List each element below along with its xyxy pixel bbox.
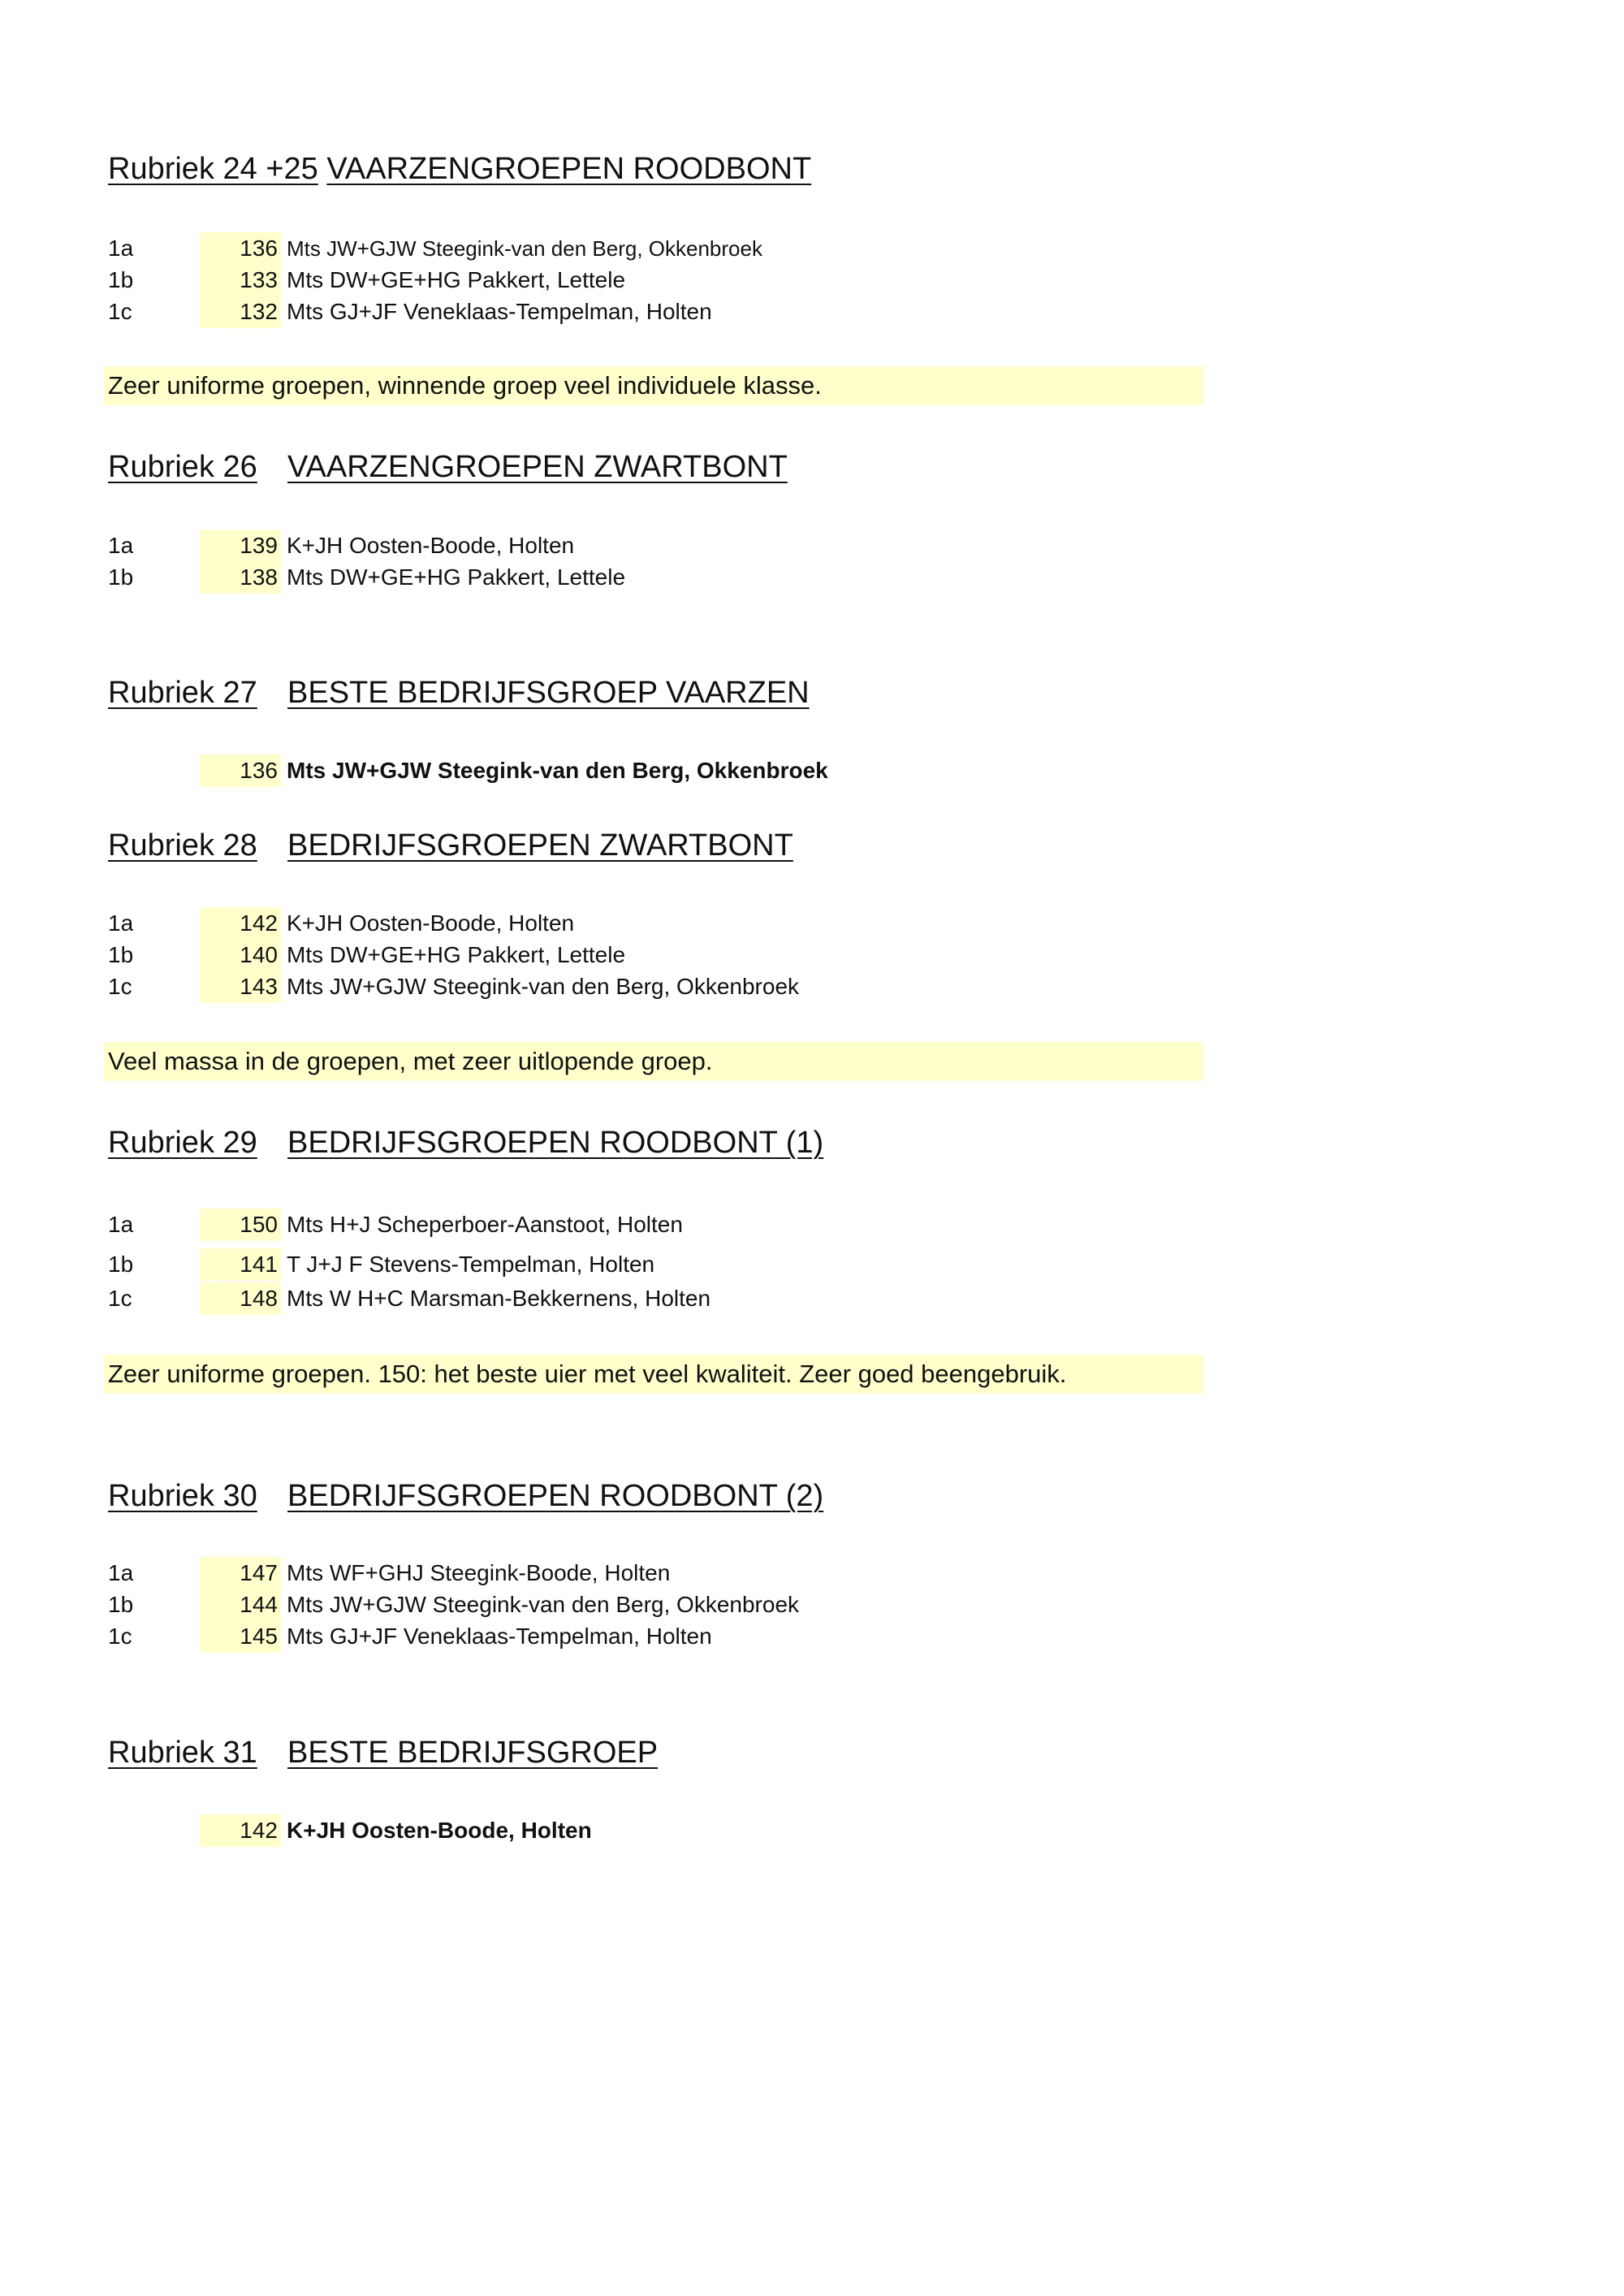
section-number: Rubriek 29 xyxy=(108,1126,257,1160)
result-row xyxy=(0,296,1137,328)
result-entrant: T J+J F Stevens-Tempelman, Holten xyxy=(287,1252,655,1277)
section-heading xyxy=(108,448,788,486)
section-heading xyxy=(108,149,811,188)
result-entrant: Mts JW+GJW Steegink-van den Berg, Okkenbroek xyxy=(287,1592,800,1617)
section-name: BESTE BEDRIJFSGROEP VAARZEN xyxy=(287,676,810,710)
section-number: Rubriek 30 xyxy=(108,1479,257,1513)
result-place: 1a xyxy=(108,236,134,261)
result-row xyxy=(0,1557,1137,1589)
result-entrant: Mts GJ+JF Veneklaas-Tempelman, Holten xyxy=(287,299,712,324)
result-score: 142 xyxy=(200,1814,281,1847)
result-score: 133 xyxy=(200,264,281,296)
result-row xyxy=(0,530,1137,562)
result-score: 142 xyxy=(200,907,281,940)
result-row xyxy=(0,907,1137,940)
result-score: 136 xyxy=(200,232,281,265)
section-name: BESTE BEDRIJFSGROEP xyxy=(287,1736,659,1770)
result-entrant: Mts DW+GE+HG Pakkert, Lettele xyxy=(287,942,626,967)
section-heading xyxy=(108,1123,824,1162)
result-score: 140 xyxy=(200,939,281,971)
section-number: Rubriek 28 xyxy=(108,828,257,863)
result-entrant: K+JH Oosten-Boode, Holten xyxy=(287,910,575,936)
result-score: 148 xyxy=(200,1282,281,1315)
judge-comment: Veel massa in de groepen, met zeer uitlopende groep. xyxy=(104,1042,1203,1081)
result-row xyxy=(0,1814,1137,1847)
section-heading xyxy=(108,673,810,712)
result-place: 1c xyxy=(108,1286,132,1311)
result-entrant: Mts GJ+JF Veneklaas-Tempelman, Holten xyxy=(287,1624,712,1649)
result-row xyxy=(0,1209,1137,1241)
judge-comment: Zeer uniforme groepen. 150: het beste uier met veel kwaliteit. Zeer goed beengebruik. xyxy=(104,1355,1203,1394)
result-place: 1a xyxy=(108,1212,134,1237)
result-entrant: Mts JW+GJW Steegink-van den Berg, Okkenbroek xyxy=(287,758,828,783)
result-place: 1b xyxy=(108,564,134,590)
result-entrant: Mts W H+C Marsman-Bekkernens, Holten xyxy=(287,1286,711,1311)
result-place: 1c xyxy=(108,1624,132,1649)
result-row xyxy=(0,264,1137,296)
result-place: 1a xyxy=(108,1560,134,1585)
result-score: 141 xyxy=(200,1248,281,1281)
section-number: Rubriek 26 xyxy=(108,450,257,484)
section-name: BEDRIJFSGROEPEN ROODBONT (2) xyxy=(287,1479,824,1513)
judge-comment: Zeer uniforme groepen, winnende groep veel individuele klasse. xyxy=(104,366,1203,405)
result-row xyxy=(0,1248,1137,1281)
result-entrant: K+JH Oosten-Boode, Holten xyxy=(287,533,575,558)
result-row xyxy=(0,1589,1137,1621)
result-place: 1b xyxy=(108,942,134,967)
result-place: 1c xyxy=(108,299,132,324)
result-score: 139 xyxy=(200,530,281,562)
result-score: 145 xyxy=(200,1620,281,1653)
result-place: 1c xyxy=(108,974,132,999)
section-name: BEDRIJFSGROEPEN ROODBONT (1) xyxy=(287,1126,824,1160)
section-heading xyxy=(108,1733,659,1772)
result-score: 150 xyxy=(200,1209,281,1241)
result-row xyxy=(0,1620,1137,1653)
result-place: 1b xyxy=(108,1592,134,1617)
section-name: VAARZENGROEPEN ZWARTBONT xyxy=(287,450,788,484)
result-place: 1a xyxy=(108,533,134,558)
result-score: 136 xyxy=(200,755,281,787)
section-number: Rubriek 31 xyxy=(108,1736,257,1770)
section-heading xyxy=(108,1477,824,1516)
result-place: 1b xyxy=(108,267,134,292)
result-score: 144 xyxy=(200,1589,281,1621)
section-number: Rubriek 24 +25 xyxy=(108,152,318,186)
result-row xyxy=(0,1282,1137,1315)
result-row xyxy=(0,971,1137,1003)
result-score: 143 xyxy=(200,971,281,1003)
result-place: 1b xyxy=(108,1252,134,1277)
section-name: VAARZENGROEPEN ROODBONT xyxy=(326,152,812,186)
result-row xyxy=(0,561,1137,594)
result-score: 132 xyxy=(200,296,281,328)
result-place: 1a xyxy=(108,910,134,936)
section-name: BEDRIJFSGROEPEN ZWARTBONT xyxy=(287,828,793,863)
section-number: Rubriek 27 xyxy=(108,676,257,710)
result-entrant: Mts WF+GHJ Steegink-Boode, Holten xyxy=(287,1560,671,1585)
result-row xyxy=(0,755,1137,787)
result-score: 138 xyxy=(200,561,281,594)
result-entrant: Mts H+J Scheperboer-Aanstoot, Holten xyxy=(287,1212,683,1237)
result-entrant: Mts JW+GJW Steegink-van den Berg, Okkenbroek xyxy=(287,974,800,999)
result-row xyxy=(0,939,1137,971)
result-entrant: K+JH Oosten-Boode, Holten xyxy=(287,1818,592,1843)
result-row xyxy=(0,232,1137,265)
result-entrant: Mts DW+GE+HG Pakkert, Lettele xyxy=(287,564,626,590)
result-entrant: Mts DW+GE+HG Pakkert, Lettele xyxy=(287,267,626,292)
section-heading xyxy=(108,826,793,865)
result-entrant: Mts JW+GJW Steegink-van den Berg, Okkenbroek xyxy=(287,236,762,261)
result-score: 147 xyxy=(200,1557,281,1589)
